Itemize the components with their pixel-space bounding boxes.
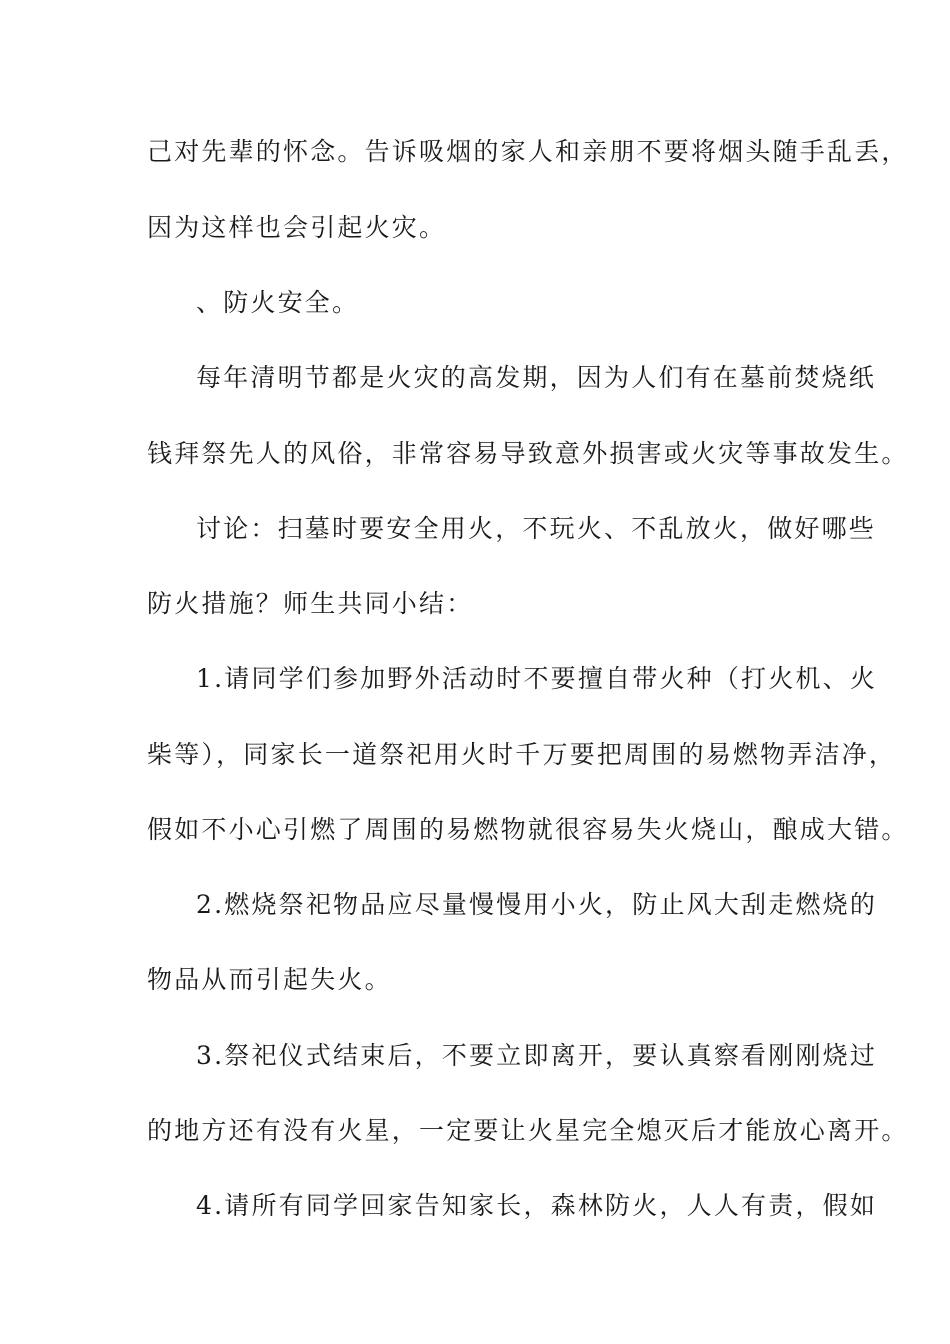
- text-line: 钱拜祭先人的风俗，非常容易导致意外损害或火灾等事故发生。: [147, 439, 909, 468]
- list-item-2: 2.燃烧祭祀物品应尽量慢慢用小火，防止风大刮走燃烧的: [196, 890, 878, 919]
- list-item-3: 3.祭祀仪式结束后，不要立即离开，要认真察看刚刚烧过: [196, 1041, 878, 1070]
- list-item-4: 4.请所有同学回家告知家长，森林防火，人人有责，假如: [196, 1191, 878, 1220]
- text-line: 的地方还有没有火星，一定要让火星完全熄灭后才能放心离开。: [147, 1116, 909, 1145]
- list-item-1: 1.请同学们参加野外活动时不要擅自带火种（打火机、火: [196, 664, 878, 693]
- section-heading: 、防火安全。: [196, 288, 360, 317]
- text-line: 讨论：扫墓时要安全用火，不玩火、不乱放火，做好哪些: [196, 514, 877, 543]
- text-line: 每年清明节都是火灾的高发期，因为人们有在墓前焚烧纸: [196, 363, 877, 392]
- text-line: 己对先辈的怀念。告诉吸烟的家人和亲朋不要将烟头随手乱丢，: [147, 137, 909, 166]
- text-line: 柴等），同家长一道祭祀用火时千万要把周围的易燃物弄洁净，: [147, 740, 897, 769]
- text-line: 因为这样也会引起火灾。: [147, 213, 447, 242]
- text-line: 假如不小心引燃了周围的易燃物就很容易失火烧山，酿成大错。: [147, 815, 909, 844]
- text-line: 防火措施？师生共同小结：: [147, 589, 474, 618]
- text-line: 物品从而引起失火。: [147, 965, 392, 994]
